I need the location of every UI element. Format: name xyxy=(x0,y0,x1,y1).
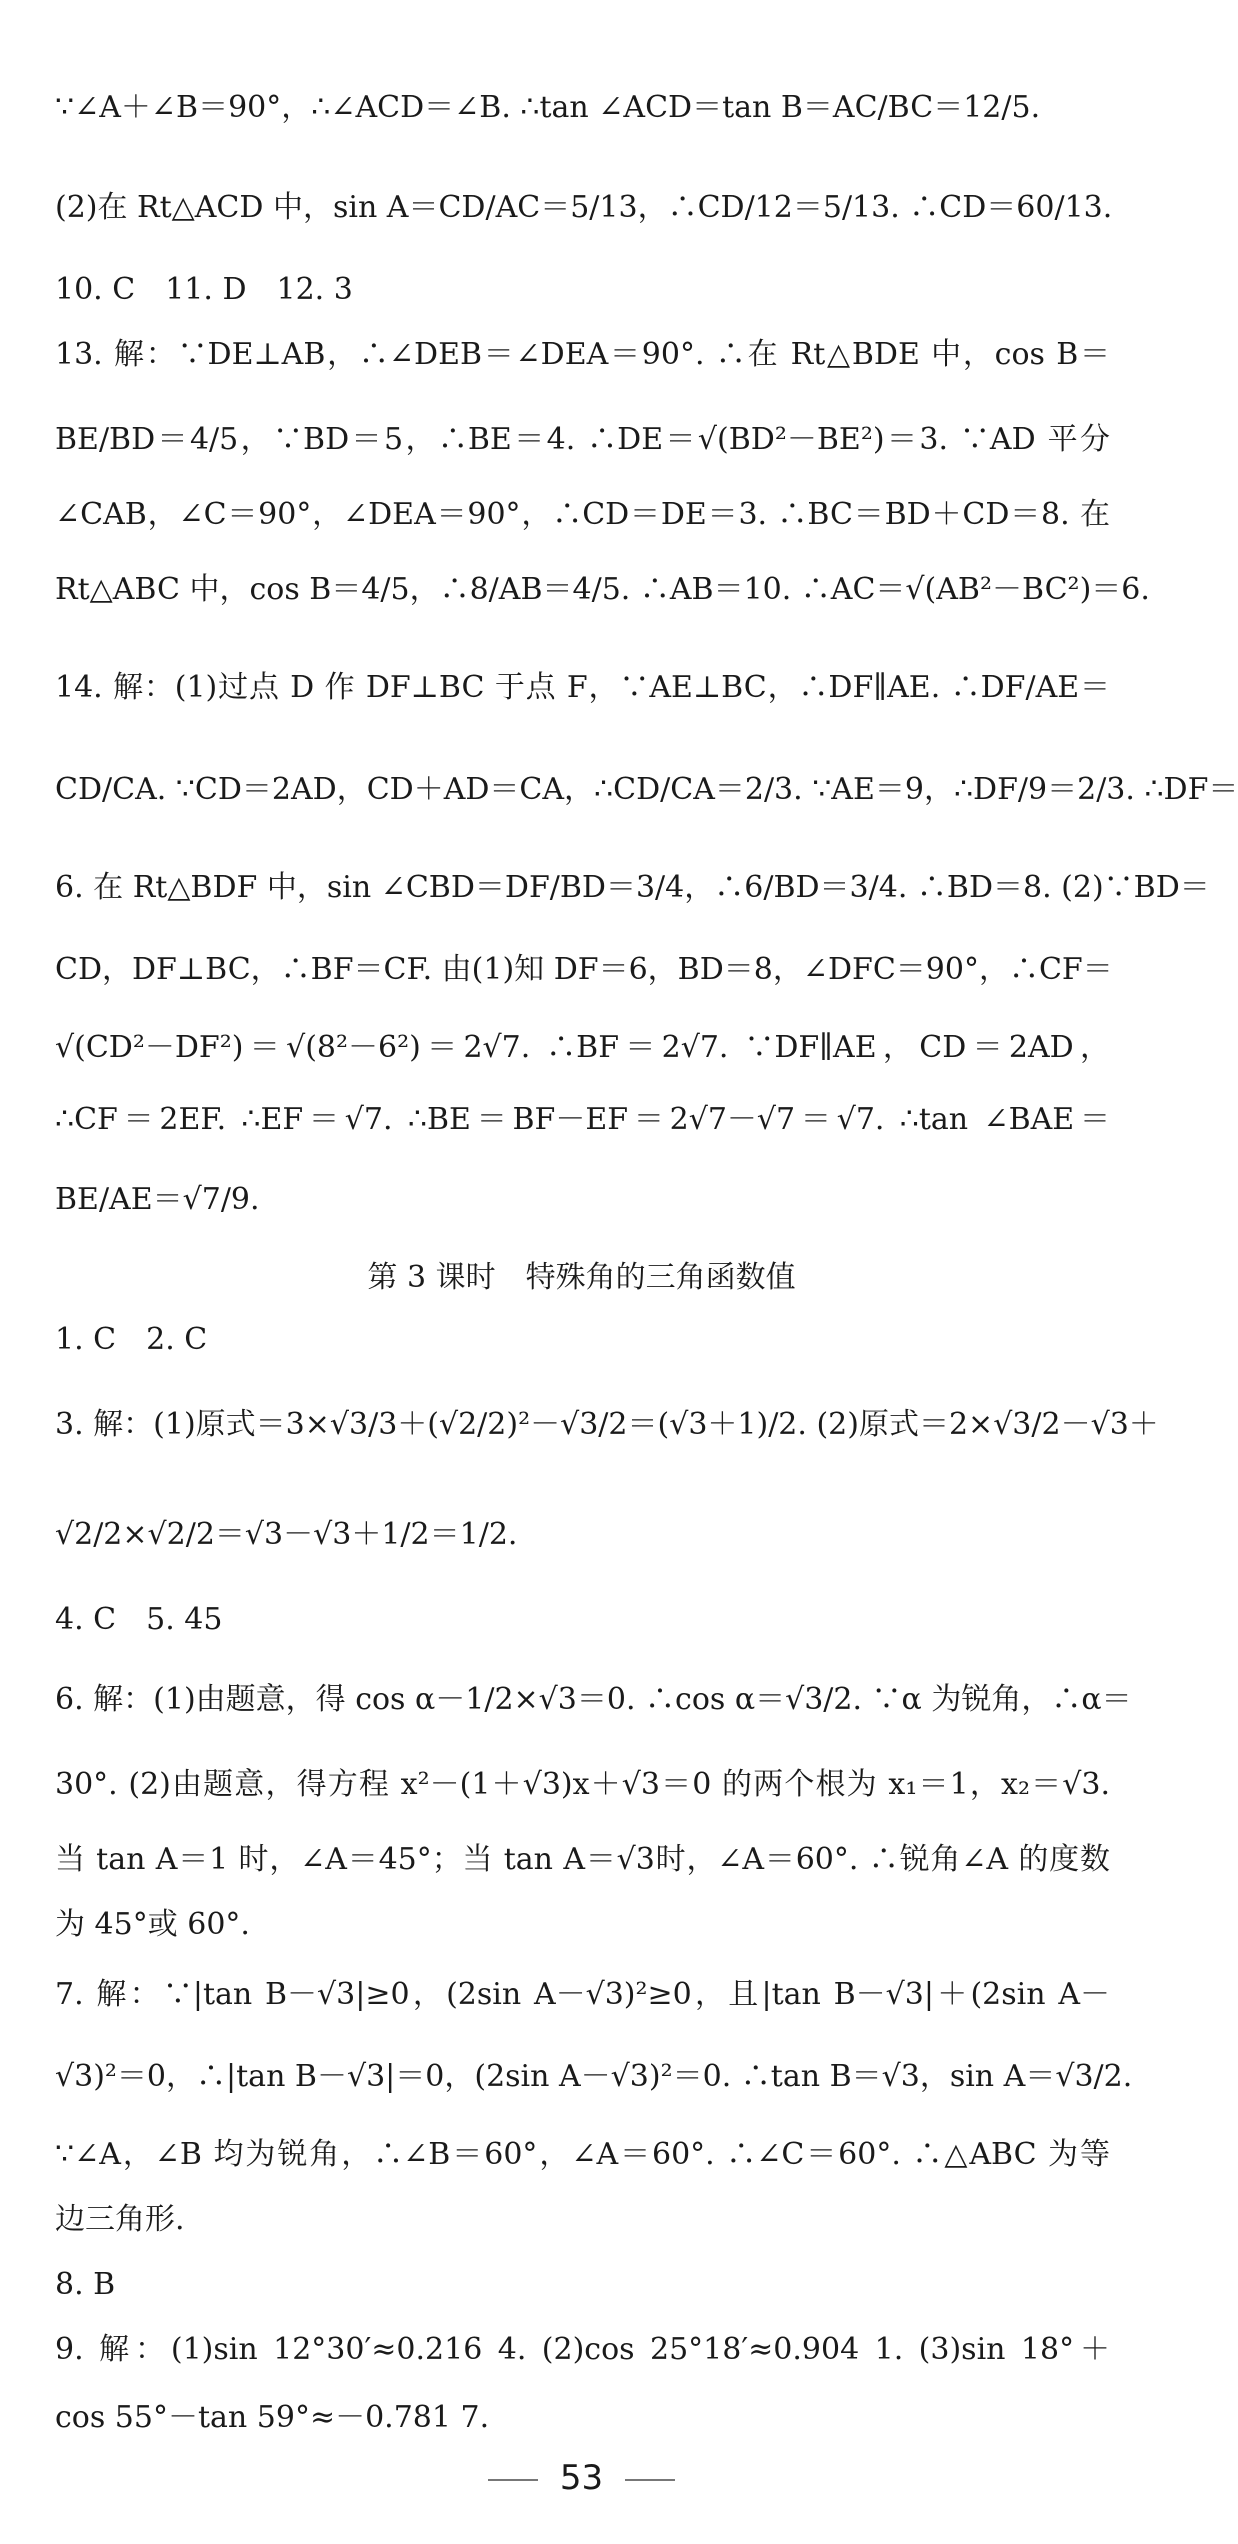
text-line: (2)在 Rt△ACD 中，sin A＝CD/AC＝5/13，∴CD/12＝5/13. ∴CD＝60/13. xyxy=(55,190,1113,225)
text-line: 边三角形. xyxy=(55,2202,185,2237)
text-line: 7. 解：∵|tan B－√3|≥0，(2sin A－√3)²≥0，且|tan B－√3|＋(2sin A－ xyxy=(55,1977,1110,2012)
answer-line: 8. B xyxy=(55,2267,116,2302)
section-heading: 第 3 课时 特殊角的三角函数值 xyxy=(367,1260,796,1295)
answer-line: 4. C 5. 45 xyxy=(55,1602,223,1637)
text-line: √(CD²－DF²)＝√(8²－6²)＝2√7. ∴BF＝2√7. ∵DF∥AE，CD＝2AD， xyxy=(55,1030,1110,1065)
page-number: 53 xyxy=(559,2458,604,2498)
text-line: CD，DF⊥BC，∴BF＝CF. 由(1)知 DF＝6，BD＝8，∠DFC＝90°，∴CF＝ xyxy=(55,952,1113,987)
text-line: BE/AE＝√7/9. xyxy=(55,1182,260,1217)
text-line: Rt△ABC 中，cos B＝4/5，∴8/AB＝4/5. ∴AB＝10. ∴AC＝√(AB²－BC²)＝6. xyxy=(55,572,1150,607)
footer-dash-right xyxy=(625,2479,675,2481)
text-line: √2/2×√2/2＝√3－√3＋1/2＝1/2. xyxy=(55,1517,518,1552)
footer-dash-left xyxy=(488,2479,538,2481)
text-line: BE/BD＝4/5，∵BD＝5，∴BE＝4. ∴DE＝√(BD²－BE²)＝3. ∵AD 平分 xyxy=(55,422,1110,457)
text-line: 30°. (2)由题意，得方程 x²－(1＋√3)x＋√3＝0 的两个根为 x₁＝1，x₂＝√3. xyxy=(55,1767,1110,1802)
text-line: ∠CAB，∠C＝90°，∠DEA＝90°，∴CD＝DE＝3. ∴BC＝BD＋CD＝8. 在 xyxy=(55,497,1110,532)
text-line: 当 tan A＝1 时，∠A＝45°；当 tan A＝√3时，∠A＝60°. ∴锐角∠A 的度数 xyxy=(55,1842,1110,1877)
text-line: 6. 在 Rt△BDF 中，sin ∠CBD＝DF/BD＝3/4，∴6/BD＝3/4. ∴BD＝8. (2)∵BD＝ xyxy=(55,870,1210,905)
text-line: ∵∠A＋∠B＝90°，∴∠ACD＝∠B. ∴tan ∠ACD＝tan B＝AC/BC＝12/5. xyxy=(55,90,1041,125)
text-line: √3)²＝0，∴|tan B－√3|＝0，(2sin A－√3)²＝0. ∴tan B＝√3，sin A＝√3/2. xyxy=(55,2059,1133,2094)
text-line: 9. 解：(1)sin 12°30′≈0.216 4. (2)cos 25°18′≈0.904 1. (3)sin 18°＋ xyxy=(55,2332,1110,2367)
text-line: 13. 解：∵DE⊥AB，∴∠DEB＝∠DEA＝90°. ∴在 Rt△BDE 中，cos B＝ xyxy=(55,337,1110,372)
text-line: 为 45°或 60°. xyxy=(55,1907,250,1942)
answer-line: 1. C 2. C xyxy=(55,1322,208,1357)
text-line: 6. 解：(1)由题意，得 cos α－1/2×√3＝0. ∴cos α＝√3/2. ∵α 为锐角，∴α＝ xyxy=(55,1682,1132,1717)
text-line: CD/CA. ∵CD＝2AD，CD＋AD＝CA，∴CD/CA＝2/3. ∵AE＝9，∴DF/9＝2/3. ∴DF＝ xyxy=(55,772,1238,807)
page-footer xyxy=(0,2458,1163,2498)
text-line: ∴CF＝2EF. ∴EF＝√7. ∴BE＝BF－EF＝2√7－√7＝√7. ∴tan ∠BAE＝ xyxy=(55,1102,1110,1137)
text-line: ∵∠A，∠B 均为锐角，∴∠B＝60°，∠A＝60°. ∴∠C＝60°. ∴△ABC 为等 xyxy=(55,2137,1110,2172)
text-line: cos 55°－tan 59°≈－0.781 7. xyxy=(55,2400,490,2435)
text-line: 14. 解：(1)过点 D 作 DF⊥BC 于点 F，∵AE⊥BC，∴DF∥AE. ∴DF/AE＝ xyxy=(55,670,1110,705)
text-line: 3. 解：(1)原式＝3×√3/3＋(√2/2)²－√3/2＝(√3＋1)/2. (2)原式＝2×√3/2－√3＋ xyxy=(55,1407,1159,1442)
answer-line: 10. C 11. D 12. 3 xyxy=(55,272,353,307)
